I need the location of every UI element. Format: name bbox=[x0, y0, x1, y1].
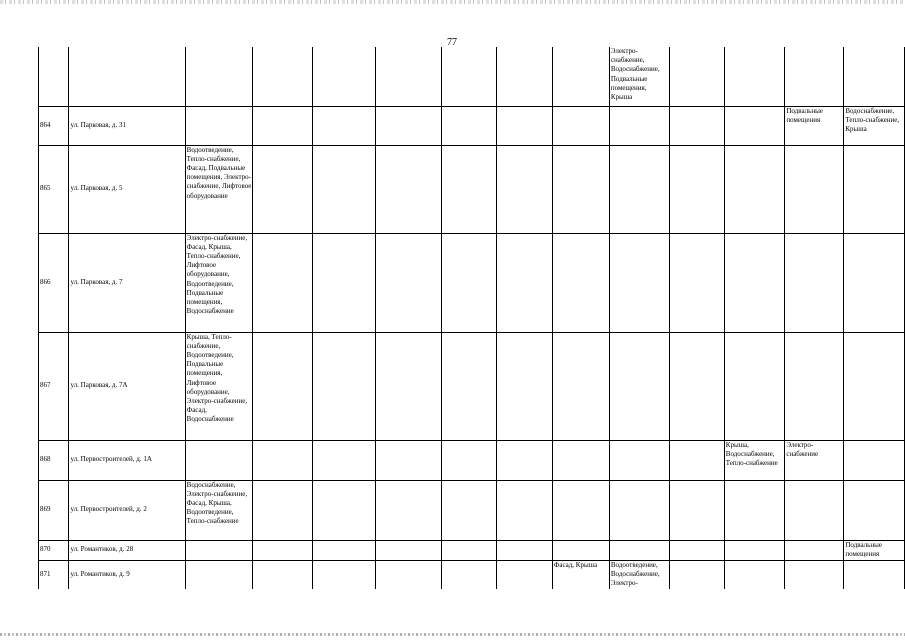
cell bbox=[496, 106, 552, 145]
cell bbox=[253, 106, 313, 145]
cell bbox=[253, 540, 313, 560]
row-number: 867 bbox=[39, 332, 69, 440]
cell bbox=[442, 540, 496, 560]
cell bbox=[609, 106, 670, 145]
row-number: 868 bbox=[39, 440, 69, 480]
cell bbox=[552, 540, 609, 560]
cell bbox=[724, 480, 785, 540]
cell bbox=[724, 560, 785, 589]
cell bbox=[844, 47, 905, 106]
cell bbox=[724, 145, 785, 233]
cell bbox=[442, 47, 496, 106]
cell bbox=[724, 106, 785, 145]
cell bbox=[496, 440, 552, 480]
works-cell: Электро-снабжение bbox=[785, 440, 844, 480]
cell bbox=[253, 332, 313, 440]
table-row bbox=[39, 540, 905, 560]
table-row-continuation bbox=[39, 47, 905, 106]
cell bbox=[375, 47, 442, 106]
cell bbox=[496, 233, 552, 332]
table-row bbox=[39, 233, 905, 332]
cell bbox=[68, 47, 185, 106]
row-address: ул. Парковая, д. 7А bbox=[68, 332, 185, 440]
cell bbox=[552, 440, 609, 480]
cell bbox=[442, 440, 496, 480]
cell bbox=[785, 145, 844, 233]
works-cell: Водоснабжение, Электро-снабжение, Фасад, Крыша, Водоотведение, Тепло-снабжение bbox=[185, 480, 253, 540]
cell bbox=[670, 480, 724, 540]
cell bbox=[552, 106, 609, 145]
cell bbox=[496, 480, 552, 540]
cell bbox=[670, 145, 724, 233]
cell bbox=[496, 540, 552, 560]
cell bbox=[844, 332, 905, 440]
cell bbox=[724, 233, 785, 332]
cell bbox=[670, 233, 724, 332]
table-row bbox=[39, 332, 905, 440]
cell bbox=[312, 440, 375, 480]
cell bbox=[185, 560, 253, 589]
cell bbox=[609, 540, 670, 560]
cell bbox=[442, 332, 496, 440]
cell bbox=[253, 233, 313, 332]
cell bbox=[785, 332, 844, 440]
cell bbox=[670, 540, 724, 560]
table-row bbox=[39, 560, 905, 589]
cell bbox=[375, 480, 442, 540]
cell bbox=[496, 47, 552, 106]
cell bbox=[724, 332, 785, 440]
cell bbox=[253, 480, 313, 540]
cell bbox=[312, 233, 375, 332]
row-address: ул. Романтиков, д. 9 bbox=[68, 560, 185, 589]
cell bbox=[496, 332, 552, 440]
cell bbox=[609, 233, 670, 332]
cell bbox=[844, 233, 905, 332]
cell bbox=[844, 440, 905, 480]
cell bbox=[375, 332, 442, 440]
cell bbox=[844, 145, 905, 233]
cell bbox=[609, 480, 670, 540]
works-cell: Водоснабжение, Тепло-снабжение, Крыша bbox=[844, 106, 905, 145]
cell bbox=[496, 145, 552, 233]
table-row bbox=[39, 440, 905, 480]
works-cell: Фасад, Крыша bbox=[552, 560, 609, 589]
cell bbox=[312, 47, 375, 106]
row-address: ул. Первостроителей, д. 1А bbox=[68, 440, 185, 480]
cell bbox=[724, 540, 785, 560]
cell bbox=[670, 440, 724, 480]
cell bbox=[724, 47, 785, 106]
cell bbox=[312, 480, 375, 540]
works-cell: Подвальные помещения bbox=[844, 540, 905, 560]
repair-schedule-table bbox=[38, 47, 905, 589]
page-number: 77 bbox=[447, 37, 457, 48]
cell bbox=[39, 47, 69, 106]
row-address: ул. Парковая, д. 7 bbox=[68, 233, 185, 332]
cell bbox=[375, 560, 442, 589]
cell bbox=[442, 233, 496, 332]
row-address: ул. Парковая, д. 31 bbox=[68, 106, 185, 145]
row-number: 866 bbox=[39, 233, 69, 332]
cell bbox=[609, 332, 670, 440]
row-number: 869 bbox=[39, 480, 69, 540]
cell bbox=[375, 440, 442, 480]
scan-edge-top bbox=[0, 0, 905, 4]
works-cell: Крыша, Тепло-снабжение, Водоотведение, Подвальные помещения, Лифтовое оборудование, Электро-снабжение, Фасад, Водоснабжение bbox=[185, 332, 253, 440]
cell bbox=[375, 106, 442, 145]
cell bbox=[785, 480, 844, 540]
cell bbox=[442, 106, 496, 145]
cell bbox=[253, 47, 313, 106]
works-cell: Водоотведение, Тепло-снабжение, Фасад, Подвальные помещения, Электро-снабжение, Лифтовое оборудование bbox=[185, 145, 253, 233]
cell bbox=[670, 332, 724, 440]
cell bbox=[312, 332, 375, 440]
cell bbox=[670, 47, 724, 106]
cell bbox=[253, 145, 313, 233]
cell bbox=[552, 145, 609, 233]
cell bbox=[442, 560, 496, 589]
cell bbox=[185, 106, 253, 145]
table-row bbox=[39, 480, 905, 540]
cell bbox=[253, 560, 313, 589]
cell bbox=[185, 440, 253, 480]
table-row bbox=[39, 145, 905, 233]
works-cell: Электро-снабжение, Фасад, Крыша, Тепло-снабжение, Лифтовое оборудование, Водоотведение, Подвальные помещения, Водоснабжение bbox=[185, 233, 253, 332]
cell bbox=[442, 480, 496, 540]
row-number: 864 bbox=[39, 106, 69, 145]
cell bbox=[785, 233, 844, 332]
cell bbox=[253, 440, 313, 480]
cell bbox=[609, 440, 670, 480]
scan-edge-bottom bbox=[0, 633, 905, 636]
row-address: ул. Парковая, д. 5 bbox=[68, 145, 185, 233]
cell bbox=[785, 47, 844, 106]
cell bbox=[670, 106, 724, 145]
cell bbox=[375, 540, 442, 560]
cell bbox=[442, 145, 496, 233]
cell bbox=[496, 560, 552, 589]
works-cell: Электро-снабжение, Водоснабжение, Подвальные помещения, Крыша bbox=[609, 47, 670, 106]
table-row bbox=[39, 106, 905, 145]
row-number: 871 bbox=[39, 560, 69, 589]
row-address: ул. Романтиков, д. 28 bbox=[68, 540, 185, 560]
cell bbox=[185, 540, 253, 560]
cell bbox=[844, 480, 905, 540]
cell bbox=[785, 560, 844, 589]
works-cell: Водоотведение, Водоснабжение, Электро- bbox=[609, 560, 670, 589]
works-cell: Крыша, Водоснабжение, Тепло-снабжение bbox=[724, 440, 785, 480]
cell bbox=[552, 332, 609, 440]
row-number: 865 bbox=[39, 145, 69, 233]
works-cell: Подвальные помещения bbox=[785, 106, 844, 145]
cell bbox=[552, 480, 609, 540]
cell bbox=[312, 560, 375, 589]
cell bbox=[552, 233, 609, 332]
cell bbox=[312, 540, 375, 560]
cell bbox=[844, 560, 905, 589]
cell bbox=[552, 47, 609, 106]
cell bbox=[312, 106, 375, 145]
cell bbox=[375, 233, 442, 332]
row-address: ул. Первостроителей, д. 2 bbox=[68, 480, 185, 540]
cell bbox=[670, 560, 724, 589]
cell bbox=[312, 145, 375, 233]
cell bbox=[609, 145, 670, 233]
cell bbox=[375, 145, 442, 233]
cell bbox=[185, 47, 253, 106]
row-number: 870 bbox=[39, 540, 69, 560]
cell bbox=[785, 540, 844, 560]
